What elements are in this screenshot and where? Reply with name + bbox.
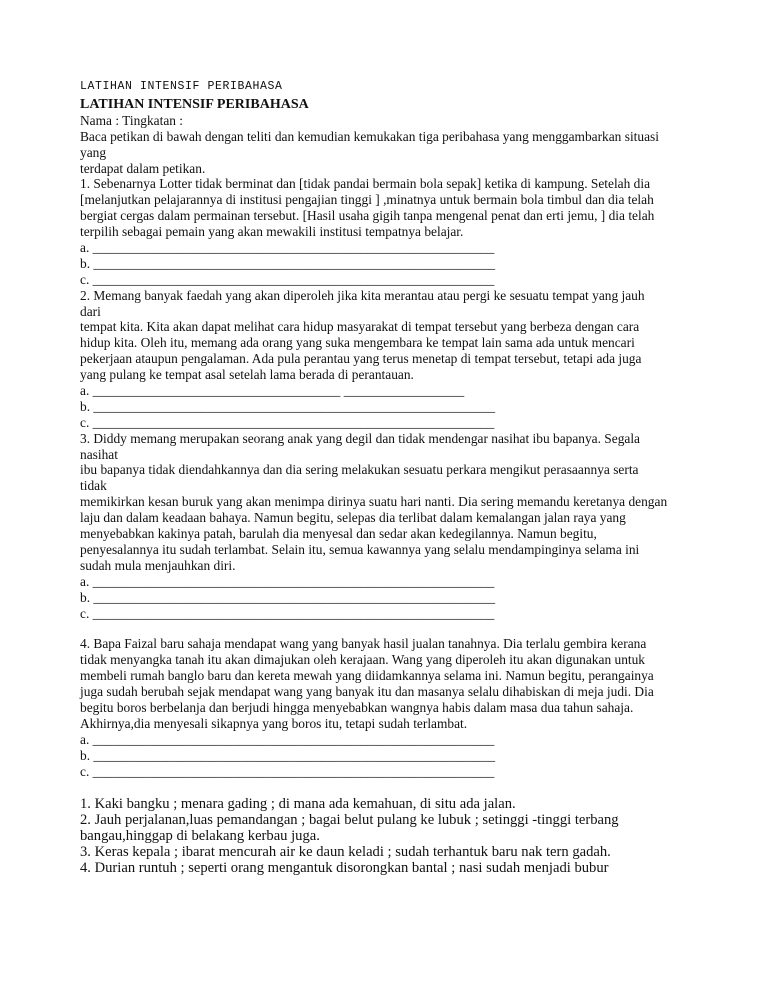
answer-blank-line: c. ____________________________________________________________	[80, 605, 495, 621]
text-line: yang pulang ke tempat asal setelah lama berada di perantauan.	[80, 367, 414, 383]
spacer	[80, 621, 692, 636]
answer-blank-line: c. ____________________________________________________________	[80, 763, 495, 779]
answer-blank-line: a. ____________________________________________________________	[80, 573, 495, 589]
text-line: pekerjaan ataupun pengalaman. Ada pula perantau yang terus menetap di tempat tersebut, tetapi ada juga	[80, 351, 642, 367]
text-line: 4. Bapa Faizal baru sahaja mendapat wang yang banyak hasil jualan tanahnya. Dia terlalu gembira kerana	[80, 636, 647, 652]
text-line: Akhirnya,dia menyesali sikapnya yang boros itu, tetapi sudah terlambat.	[80, 715, 468, 731]
text-line: dari	[80, 303, 101, 319]
answer-line: 2. Jauh perjalanan,luas pemandangan ; bagai belut pulang ke lubuk ; setinggi -tinggi terbang	[80, 811, 619, 828]
text-line: bergiat cergas dalam permainan tersebut. [Hasil usaha gigih tanpa mengenal penat dan erti jemu, ] dia telah	[80, 208, 655, 224]
text-line: 3. Diddy memang merupakan seorang anak yang degil dan tidak mendengar nasihat ibu bapanya. Segala	[80, 430, 640, 446]
header-mono-title: LATIHAN INTENSIF PERIBAHASA	[80, 80, 283, 93]
answer-blank-line: b. ____________________________________________________________	[80, 398, 496, 414]
answer-blank-line: b. ____________________________________________________________	[80, 589, 496, 605]
text-line: membeli rumah banglo baru dan kereta mewah yang diidamkannya selama ini. Namun begitu, perangainya	[80, 668, 654, 684]
text-line: 1. Sebenarnya Lotter tidak berminat dan [tidak pandai bermain bola sepak] ketika di kampung. Setelah dia	[80, 176, 651, 192]
answer-line: 3. Keras kepala ; ibarat mencurah air ke daun keladi ; sudah terhantuk baru nak tern gadah.	[80, 843, 611, 860]
answer-line: 1. Kaki bangku ; menara gading ; di mana ada kemahuan, di situ ada jalan.	[80, 796, 516, 812]
text-line: Nama : Tingkatan :	[80, 112, 184, 128]
answer-line: bangau,hinggap di belakang kerbau juga.	[80, 827, 320, 844]
text-line: juga sudah berubah sejak mendapat wang yang banyak itu dan masanya selalu dihabiskan di meja judi. Dia	[80, 684, 654, 700]
text-line: tidak	[80, 478, 107, 494]
answer-blank-line: a. ____________________________________________________________	[80, 240, 495, 256]
answer-blank-line: b. ____________________________________________________________	[80, 255, 496, 271]
text-line: sudah mula menjauhkan diri.	[80, 557, 236, 573]
text-line: begitu boros berbelanja dan berjudi hingga menyebabkan wangnya habis dalam masa dua tahun sahaja.	[80, 699, 634, 715]
document-title: LATIHAN INTENSIF PERIBAHASA	[80, 97, 309, 112]
text-line: laju dan dalam keadaan bahaya. Namun begitu, selepas dia terlibat dalam kemalangan jalan raya yang	[80, 510, 626, 526]
text-line: [melanjutkan pelajarannya di institusi pengajian tinggi ] ,minatnya untuk bermain bola timbul dan dia telah	[80, 192, 654, 208]
answer-line: 4. Durian runtuh ; seperti orang mengantuk disorongkan bantal ; nasi sudah menjadi bubur	[80, 859, 609, 876]
text-line: menyebabkan kakinya patah, barulah dia menyesal dan sedar akan kedegilannya. Namun begitu,	[80, 526, 597, 542]
section-passage-4	[80, 636, 692, 779]
text-line: Baca petikan di bawah dengan teliti dan kemudian kemukakan tiga peribahasa yang menggambarkan situasi	[80, 128, 659, 144]
text-line: 2. Memang banyak faedah yang akan diperoleh jika kita merantau atau pergi ke sesuatu tempat yang jauh	[80, 287, 645, 303]
text-line: terpilih sebagai pemain yang akan mewakili institusi tempatnya belajar.	[80, 224, 464, 240]
text-line: terdapat dalam petikan.	[80, 160, 206, 176]
document-body	[80, 97, 692, 779]
text-line: tidak menyangka tanah itu akan dimajukan oleh kerajaan. Wang yang diperoleh itu akan digunakan untuk	[80, 652, 645, 668]
text-line: hidup kita. Oleh itu, memang ada orang yang suka mengembara ke tempat lain sama ada untuk mencari	[80, 335, 635, 351]
text-line: nasihat	[80, 446, 118, 462]
answer-blank-line: b. ____________________________________________________________	[80, 747, 496, 763]
answer-blank-line: c. ____________________________________________________________	[80, 414, 495, 430]
section-passages-1-3	[80, 113, 692, 622]
answer-blank-line: c. ____________________________________________________________	[80, 271, 495, 287]
text-line: penyesalannya itu sudah terlambat. Selain itu, semua kawannya yang selalu mendampinginya selama ini	[80, 541, 640, 557]
text-line: ibu bapanya tidak diendahkannya dan dia sering melakukan sesuatu perkara mengikut perasaannya serta	[80, 462, 639, 478]
text-line: memikirkan kesan buruk yang akan menimpa dirinya suatu hari nanti. Dia sering memandu keretanya dengan	[80, 494, 668, 510]
text-line: yang	[80, 144, 107, 160]
answer-blank-line: a. _____________________________________ __________________	[80, 383, 465, 399]
text-line: tempat kita. Kita akan dapat melihat cara hidup masyarakat di tempat tersebut yang berbeza dengan cara	[80, 319, 640, 335]
answer-key	[80, 796, 720, 875]
answer-blank-line: a. ____________________________________________________________	[80, 731, 495, 747]
